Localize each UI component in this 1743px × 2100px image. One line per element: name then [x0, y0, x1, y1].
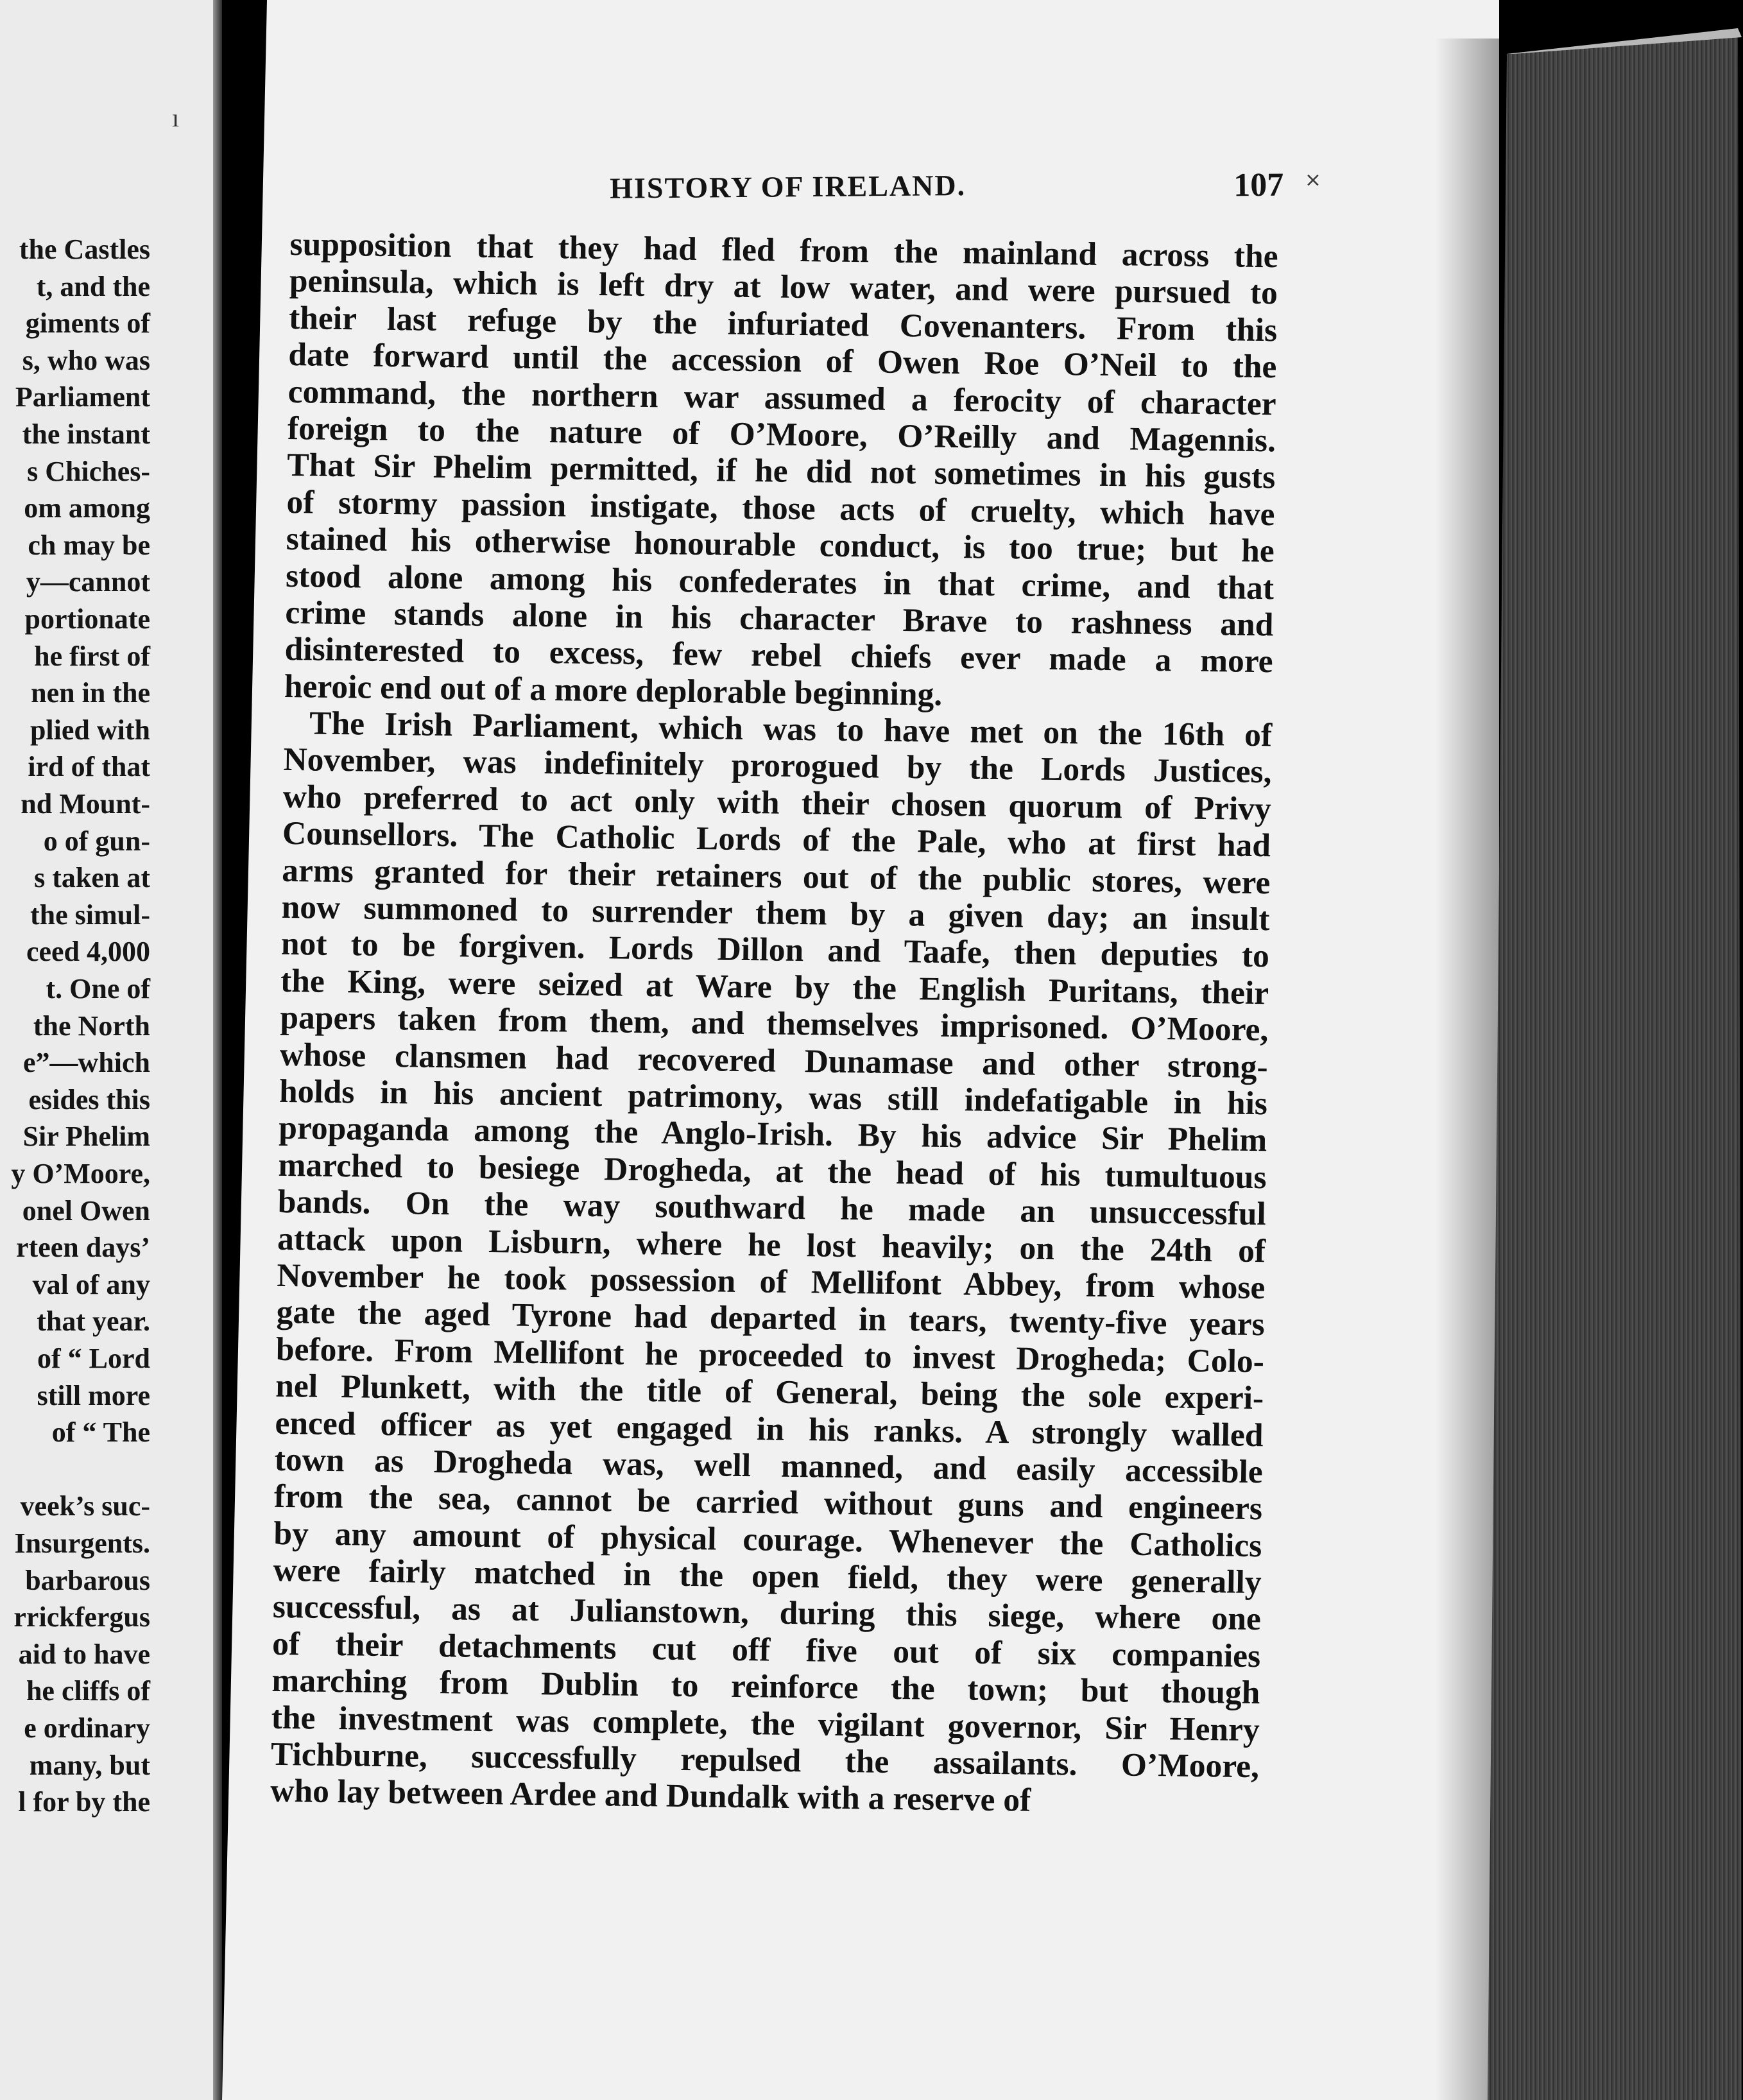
facing-page-line: Insurgents.: [14, 1528, 150, 1559]
facing-page-line: the Castles: [19, 234, 150, 265]
text-line: the investment was complete, the vigilant governor, Sir Henry: [271, 1699, 1260, 1748]
text-line: stood alone among his confederates in that crime, and that: [285, 557, 1275, 607]
facing-page-line: t, and the: [36, 270, 150, 302]
facing-page-line: that year.: [37, 1305, 150, 1338]
facing-page-line: portionate: [24, 603, 150, 635]
text-line: from the sea, cannot be carried without guns and engineers: [273, 1478, 1263, 1528]
facing-page-line: l for by the: [18, 1786, 150, 1818]
text-line: their last refuge by the infuriated Covenanters. From this: [288, 299, 1278, 349]
facing-page-line: y—cannot: [26, 566, 150, 598]
facing-page-line: of “ The: [51, 1416, 150, 1449]
facing-page-line: esides this: [28, 1083, 150, 1115]
text-line: stained his otherwise honourable conduct, is too true; but he: [286, 521, 1275, 570]
page-number: 107: [1233, 166, 1284, 204]
text-line: marched to besiege Drogheda, at the head of his tumultuous: [278, 1146, 1267, 1196]
facing-page-line: he first of: [34, 640, 150, 672]
paragraph: [284, 226, 1278, 717]
facing-page-line: e ordinary: [24, 1712, 150, 1744]
facing-page-line: the instant: [22, 418, 150, 450]
facing-page-line: e”—which: [23, 1047, 150, 1079]
facing-page-line: ird of that: [28, 751, 150, 783]
text-line: arms granted for their retainers out of the public stores, were: [282, 852, 1271, 901]
paragraph: [270, 705, 1273, 1822]
facing-page-line: the simul-: [30, 899, 150, 931]
text-line: attack upon Lisburn, where he lost heavily; on the 24th of: [277, 1220, 1266, 1269]
text-line: now summoned to surrender them by a given day; an insult: [281, 888, 1270, 938]
text-line: by any amount of physical courage. Whenever the Catholics: [273, 1515, 1262, 1564]
text-line: November, was indefinitely prorogued by the Lords Justices,: [283, 741, 1272, 791]
text-line: of their detachments cut off five out of six companies: [271, 1625, 1261, 1675]
facing-page-line: many, but: [29, 1749, 150, 1781]
running-title: HISTORY OF IRELAND.: [610, 168, 966, 205]
facing-page-line: o of gun-: [43, 825, 150, 857]
facing-page-line: t. One of: [46, 973, 150, 1004]
text-line: before. From Mellifont he proceeded to invest Drogheda; Colo-: [275, 1330, 1265, 1380]
facing-page-line: ch may be: [28, 529, 150, 561]
text-line: not to be forgiven. Lords Dillon and Taafe, then deputies to: [280, 925, 1270, 975]
text-line: enced officer as yet engaged in his ranks. A strongly walled: [275, 1404, 1264, 1454]
facing-page-line: s Chiches-: [27, 455, 150, 487]
facing-page-line: veek’s suc-: [20, 1490, 150, 1522]
body-text: [270, 226, 1278, 1822]
text-line: who preferred to act only with their chosen quorum of Privy: [282, 778, 1272, 828]
text-line: crime stands alone in his character Brave to rashness and: [285, 594, 1274, 644]
facing-page-line: still more: [37, 1379, 150, 1411]
text-line: The Irish Parliament, which was to have met on the 16th of: [309, 705, 1273, 754]
text-line: supposition that they had fled from the mainland across the: [289, 226, 1278, 275]
text-line: papers taken from them, and themselves imprisoned. O’Moore,: [280, 999, 1269, 1049]
text-line: marching from Dublin to reinforce the town; but though: [271, 1662, 1260, 1712]
facing-page-line: om among: [24, 492, 150, 524]
facing-page-line: of “ Lord: [37, 1343, 150, 1374]
text-line: foreign to the nature of O’Moore, O’Reilly and Magennis.: [287, 409, 1276, 460]
text-line: town as Drogheda was, well manned, and easily accessible: [274, 1441, 1264, 1491]
text-line: command, the northern war assumed a ferocity of character: [288, 373, 1276, 422]
facing-page-line: s taken at: [34, 862, 150, 894]
facing-page-line: s, who was: [22, 344, 150, 376]
facing-page-line: val of any: [32, 1268, 150, 1300]
facing-page-line: ceed 4,000: [26, 936, 150, 968]
text-line: the King, were seized at Ware by the English Puritans, their: [280, 962, 1269, 1012]
facing-page-line: plied with: [30, 714, 150, 746]
facing-page-fragment: [0, 0, 222, 2100]
text-line: Tichburne, successfully repulsed the assailants. O’Moore,: [270, 1735, 1260, 1786]
text-line: whose clansmen had recovered Dunamase and other strong-: [279, 1036, 1269, 1085]
text-line: who lay between Ardee and Dundalk with a reserve of: [270, 1773, 1031, 1820]
text-line: successful, as at Julianstown, during this siege, where one: [272, 1588, 1262, 1638]
text-line: propaganda among the Anglo-Irish. By his advice Sir Phelim: [278, 1110, 1267, 1159]
facing-page-line: giments of: [25, 307, 150, 340]
page-stack-edge: [1488, 28, 1742, 2100]
facing-page-line: onel Owen: [22, 1194, 150, 1226]
facing-page-line: rrickfergus: [13, 1601, 150, 1633]
gutter-shadow: [213, 0, 222, 2100]
corner-pencil-mark: ˟: [1307, 169, 1319, 205]
text-line: gate the aged Tyrone had departed in tears, twenty-five years: [276, 1294, 1265, 1343]
facing-page-line: nen in the: [31, 677, 150, 709]
facing-page-line: Parliament: [15, 381, 150, 413]
margin-tick: ı: [172, 103, 180, 132]
text-line: of stormy passion instigate, those acts of cruelty, which have: [286, 483, 1275, 533]
facing-page-line: rteen days’: [16, 1232, 150, 1264]
text-line: That Sir Phelim permitted, if he did not sometimes in his gusts: [286, 447, 1276, 496]
facing-page-line: aid to have: [18, 1638, 150, 1670]
facing-page-line: he cliffs of: [26, 1675, 150, 1707]
text-line: heroic end out of a more deplorable beginning.: [284, 667, 943, 713]
facing-page-line: nd Mount-: [21, 788, 150, 820]
text-line: Counsellors. The Catholic Lords of the Pale, who at first had: [282, 815, 1271, 865]
text-line: nel Plunkett, with the title of General, being the sole experi-: [275, 1367, 1264, 1417]
text-line: November he took possession of Mellifont Abbey, from whose: [277, 1257, 1266, 1307]
page-edge-shadow: [1435, 39, 1499, 2100]
text-line: disinterested to excess, few rebel chiefs ever made a more: [284, 631, 1273, 680]
facing-page-line: barbarous: [25, 1564, 150, 1596]
text-line: holds in his ancient patrimony, was still indefatigable in his: [279, 1072, 1268, 1123]
text-line: date forward until the accession of Owen Roe O’Neil to the: [288, 336, 1277, 386]
text-line: bands. On the way southward he made an unsuccessful: [277, 1183, 1267, 1233]
facing-page-line: the North: [33, 1010, 150, 1042]
text-line: peninsula, which is left dry at low water, and were pursued to: [289, 262, 1278, 312]
text-line: were fairly matched in the open field, they were generally: [273, 1551, 1262, 1601]
facing-page-line: y O’Moore,: [11, 1158, 150, 1189]
facing-page-line: Sir Phelim: [22, 1121, 150, 1153]
